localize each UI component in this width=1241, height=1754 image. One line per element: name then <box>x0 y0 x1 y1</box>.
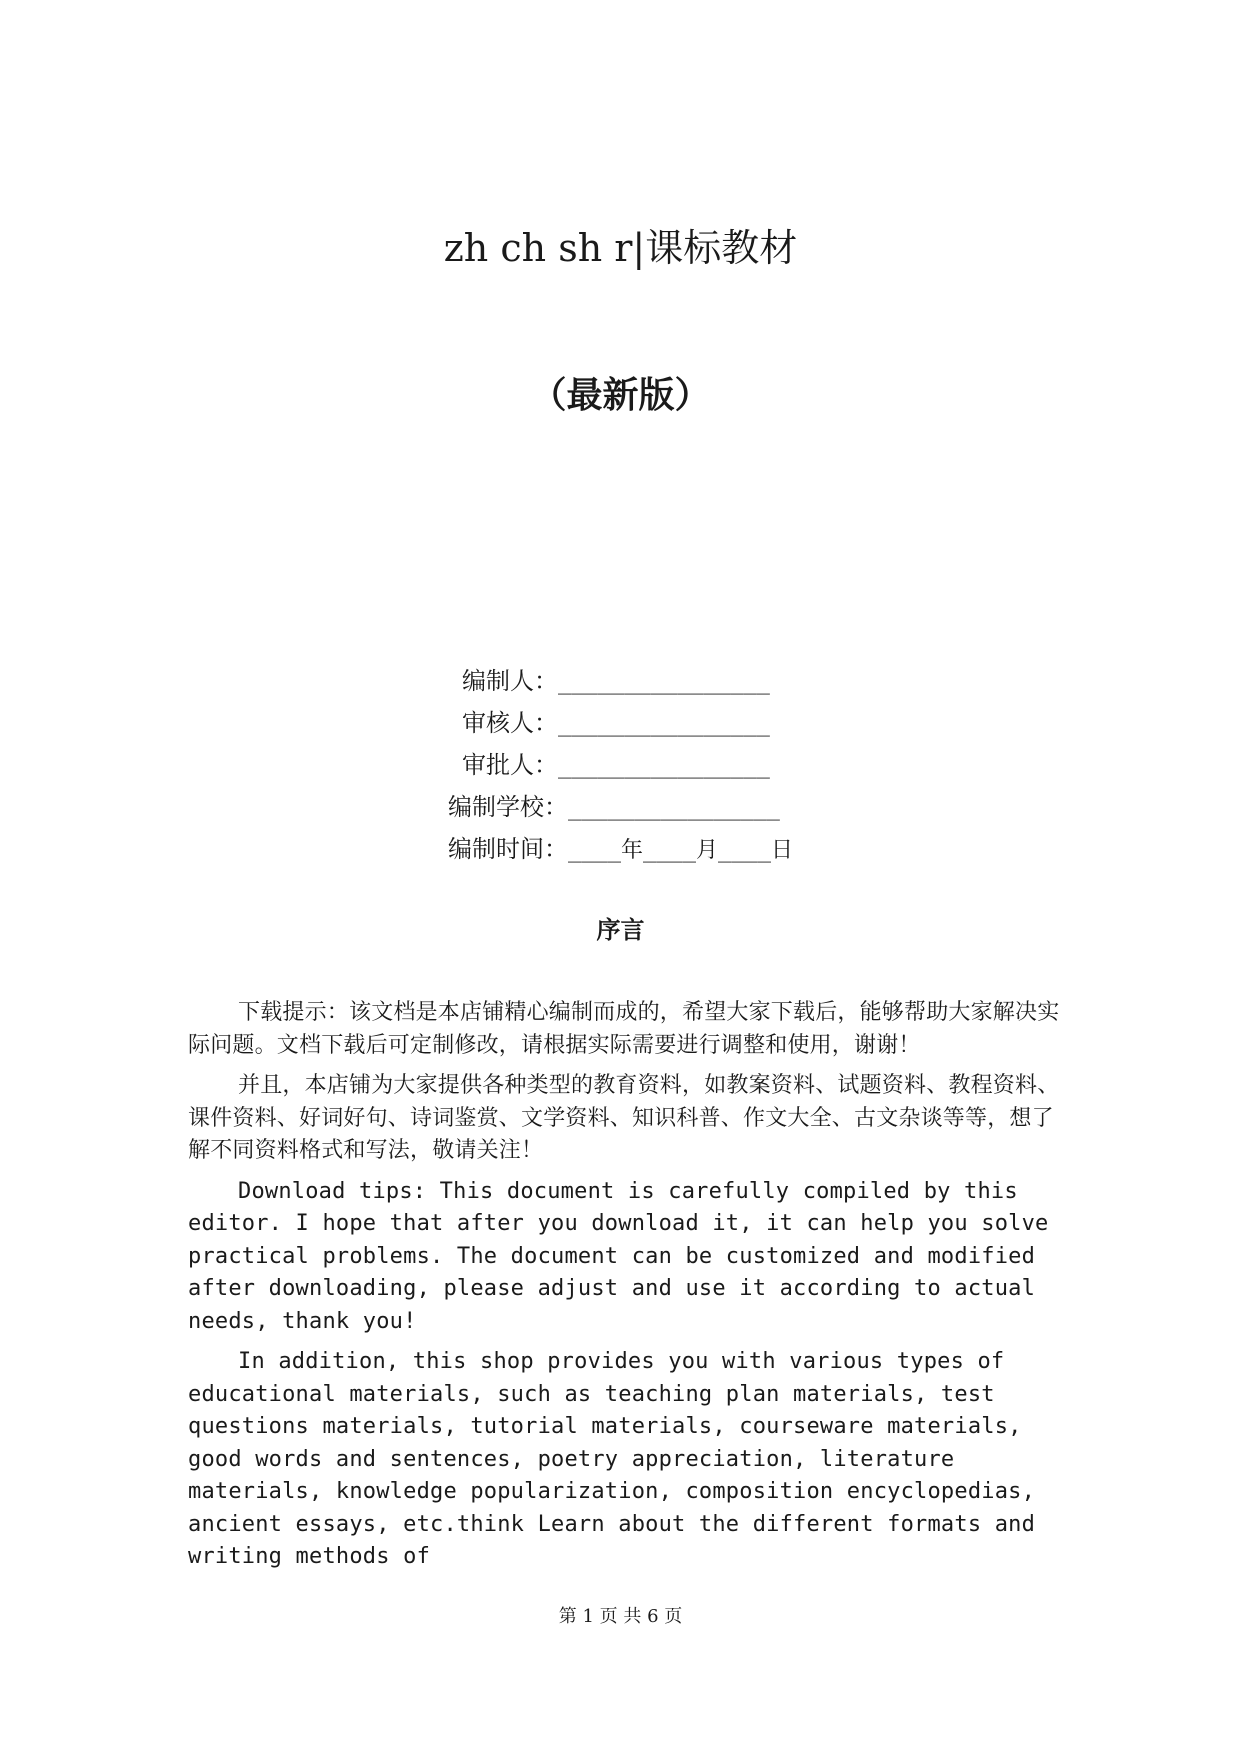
form-label: 编制人： <box>462 667 558 695</box>
form-blank: ________________ <box>558 712 770 737</box>
form-label: 编制时间： <box>448 835 568 863</box>
form-blank: ________________ <box>558 754 770 779</box>
page-footer: 第 1 页 共 6 页 <box>558 1606 683 1627</box>
form-row-date <box>448 828 868 870</box>
document-subtitle: （最新版） <box>530 374 711 416</box>
form-label: 审批人： <box>462 751 558 779</box>
paragraph: 并且，本店铺为大家提供各种类型的教育资料，如教案资料、试题资料、教程资料、课件资料、好词好句、诗词鉴赏、文学资料、知识科普、作文大全、古文杂谈等等，想了解不同资料格式和写法，敬请关注！ <box>188 1073 1060 1163</box>
form-row-school <box>448 786 868 828</box>
form-label: 审核人： <box>462 709 558 737</box>
form-label: 编制学校： <box>448 793 568 821</box>
paragraph: Download tips: This document is carefully compiled by this editor. I hope that after you download it, it can help you solve practical problems. The document can be customized and modified after downloading, please adjust and use it according to actual needs, thank you! <box>188 1178 1049 1334</box>
paragraph: 下载提示：该文档是本店铺精心编制而成的，希望大家下载后，能够帮助大家解决实际问题。文档下载后可定制修改，请根据实际需要进行调整和使用，谢谢！ <box>188 1000 1060 1058</box>
paragraph: In addition, this shop provides you with various types of educational materials, such as teaching plan materials, test questions materials, tutorial materials, courseware materials, good words and sentences, poetry appreciation, literature materials, knowledge popularization, composition encyclopedias, ancient essays, etc.think Learn about the different formats and writing methods of <box>188 1349 1036 1569</box>
document-title: zh ch sh r|课标教材 <box>443 226 798 270</box>
form-row-approver <box>448 744 868 786</box>
preface-heading: 序言 <box>596 915 645 944</box>
form-row-compiler <box>448 660 868 702</box>
preface-body <box>188 997 1066 1582</box>
form-blank: ________________ <box>558 670 770 695</box>
form-row-reviewer <box>448 702 868 744</box>
signature-form <box>448 660 868 870</box>
form-blank: ________________ <box>568 796 780 821</box>
form-blank: ____年____月____日 <box>568 838 793 863</box>
